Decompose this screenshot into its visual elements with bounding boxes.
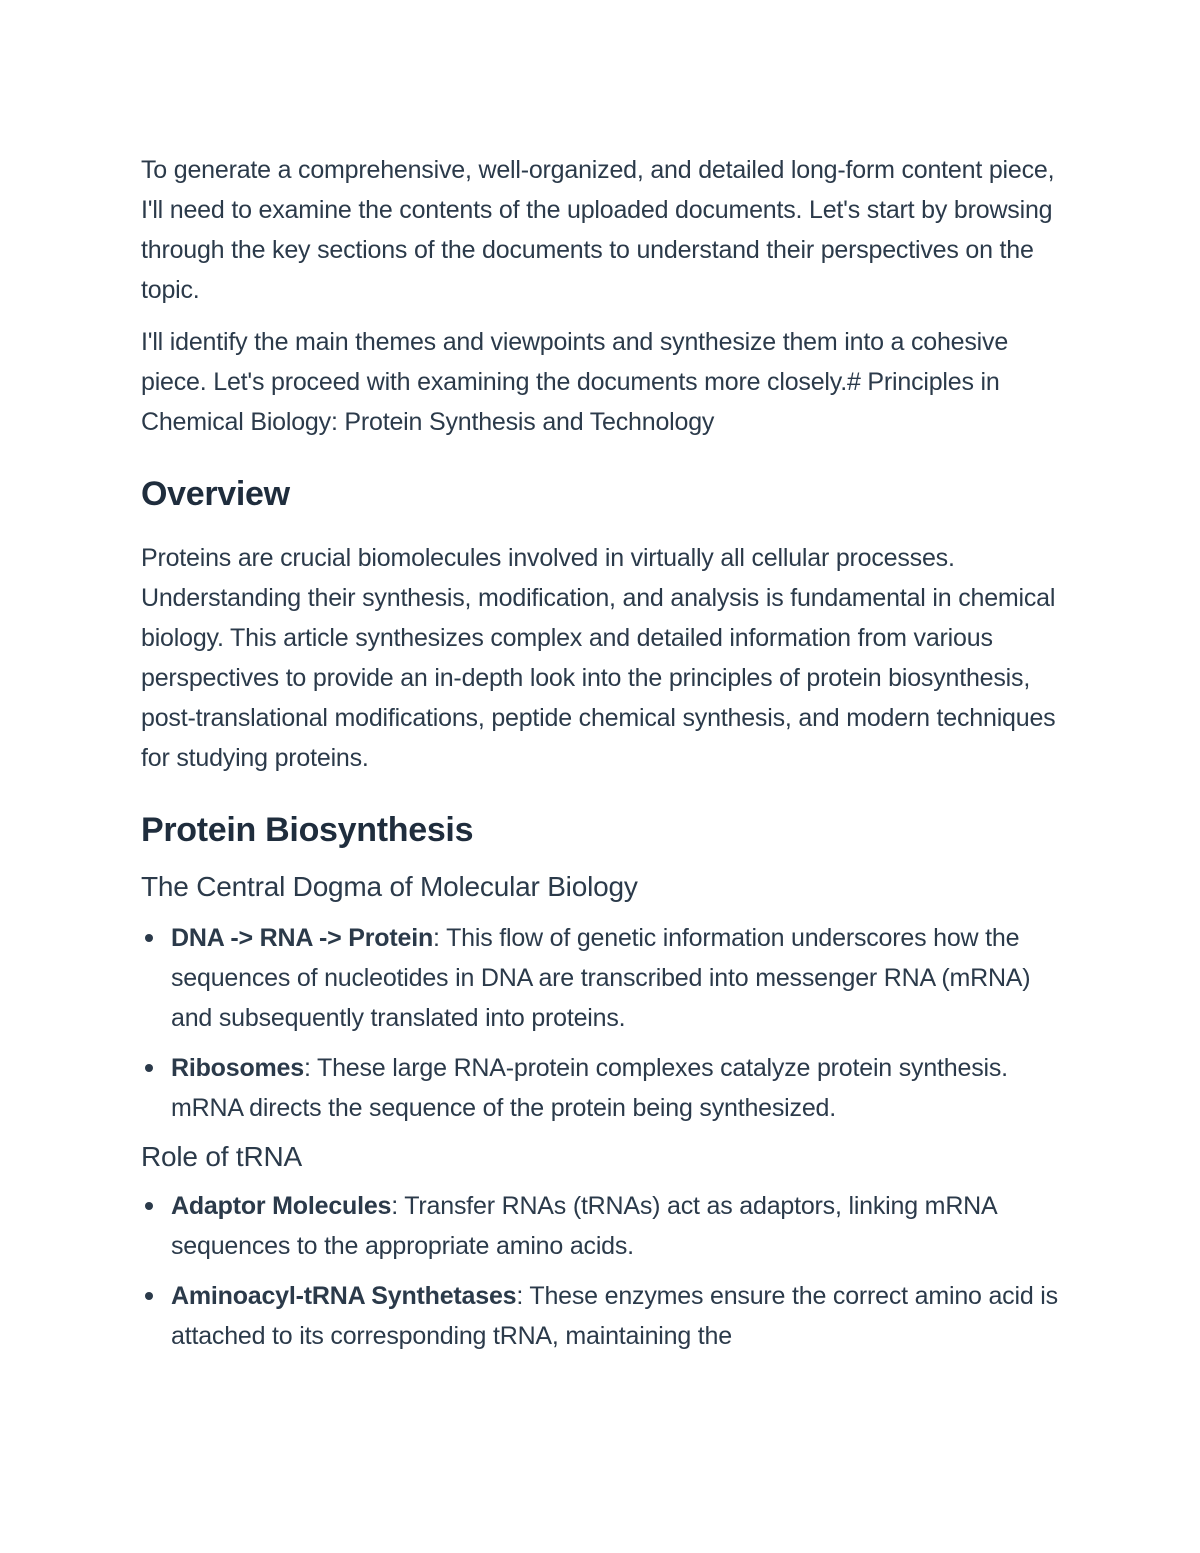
bullet-icon: [145, 1202, 153, 1210]
intro-paragraph-2: I'll identify the main themes and viewpoints and synthesize them into a cohesive piece. Let's proceed with examining the documents more closely.# Principles in Chemical Biology: Protein Synthesis and Technology: [141, 328, 1009, 436]
overview-heading: Overview: [141, 475, 290, 513]
role-of-trna-heading: Role of tRNA: [141, 1141, 302, 1172]
list-item-term: Ribosomes: [171, 1054, 304, 1082]
list-item-text: : This flow of genetic information underscores how the sequences of nucleotides in DNA are transcribed into messenger RNA (mRNA) and subsequently translated into proteins.: [171, 924, 1031, 1032]
bullet-icon: [145, 934, 153, 942]
overview-paragraph: Proteins are crucial biomolecules involved in virtually all cellular processes. Understanding their synthesis, modification, and analysis is fundamental in chemical biology. This article synthesizes complex and detailed information from various perspectives to provide an in-depth look into the principles of protein biosynthesis, post-translational modifications, peptide chemical synthesis, and modern techniques for studying proteins.: [141, 544, 1056, 772]
list-item: [141, 918, 1061, 1038]
central-dogma-list: [141, 918, 1061, 1128]
intro-paragraph-1: To generate a comprehensive, well-organized, and detailed long-form content piece, I'll need to examine the contents of the uploaded documents. Let's start by browsing through the key sections of the documents to understand their perspectives on the topic.: [141, 156, 1055, 304]
protein-biosynthesis-heading: Protein Biosynthesis: [141, 811, 474, 849]
list-item-term: Aminoacyl-tRNA Synthetases: [171, 1282, 517, 1310]
list-item-text: : These large RNA-protein complexes catalyze protein synthesis. mRNA directs the sequence of the protein being synthesized.: [171, 1054, 1008, 1122]
list-item: [141, 1048, 1061, 1128]
list-item-text: : These enzymes ensure the correct amino acid is attached to its corresponding tRNA, maintaining the: [171, 1282, 1058, 1350]
bullet-icon: [145, 1292, 153, 1300]
list-item-term: DNA -> RNA -> Protein: [171, 924, 434, 952]
bullet-icon: [145, 1064, 153, 1072]
document-page: [141, 150, 1061, 1366]
list-item: [141, 1186, 1061, 1266]
central-dogma-heading: The Central Dogma of Molecular Biology: [141, 871, 638, 902]
list-item: [141, 1276, 1061, 1356]
trna-list: [141, 1186, 1061, 1356]
list-item-term: Adaptor Molecules: [171, 1192, 392, 1220]
list-item-text: : Transfer RNAs (tRNAs) act as adaptors, linking mRNA sequences to the appropriate amino acids.: [171, 1192, 997, 1260]
